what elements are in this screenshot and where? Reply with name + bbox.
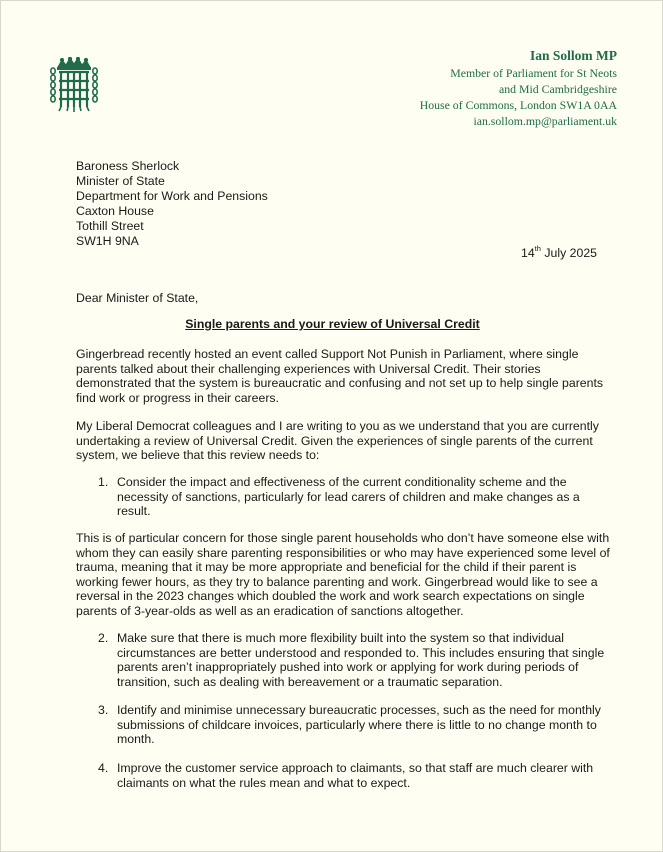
salutation: Dear Minister of State, (76, 291, 199, 305)
mp-address: House of Commons, London SW1A 0AA (419, 98, 617, 112)
list-item (98, 703, 613, 747)
recipient-line: Tothill Street (76, 219, 144, 233)
list-item-text: Improve the customer service approach to claimants, so that staff are much clearer with claimants on what the rules mean and what to expect. (117, 761, 594, 790)
date-suffix: th (534, 244, 541, 253)
mp-letterhead (420, 47, 617, 129)
recipient-line: Baroness Sherlock (76, 159, 180, 173)
portcullis-icon (49, 57, 99, 113)
mp-name: Ian Sollom MP (529, 48, 617, 63)
recipient-line: Caxton House (76, 204, 154, 218)
recipient-line: Minister of State (76, 174, 165, 188)
list-item (98, 761, 613, 790)
recipient-line: Department for Work and Pensions (76, 189, 268, 203)
list-item-number: 2. (98, 631, 109, 645)
list-item (98, 631, 613, 689)
list-item-text: Identify and minimise unnecessary bureaucratic processes, such as the need for monthly submissions of childcare invoices, particularly where there is little to no change month to month. (117, 703, 601, 746)
mp-role-line2: and Mid Cambridgeshire (499, 82, 617, 96)
letter-date (521, 245, 597, 260)
list-item-number: 4. (98, 761, 109, 775)
date-day: 14 (520, 246, 535, 261)
paragraph-concern: This is of particular concern for those single parent households who don’t have someone else with whom they can easily share parenting responsibilities or who may have experienced some level of trauma, meaning that it may be more appropriate and beneficial for the child if their parent is working fewer hours, as they try to balance parenting and work. Gingerbread would like to see a reversal in the 2023 changes which doubled the work and work search expectations on single parents of 3-year-olds as well as an eradication of sanctions altogether. (76, 531, 610, 618)
date-month-year: July 2025 (540, 246, 597, 261)
list-item (98, 475, 613, 519)
list-item-text: Make sure that there is much more flexibility built into the system so that individual circumstances are better understood and responded to. This includes ensuring that single parents aren’t inappropriately pushed into work or applying for work during periods of transition, such as dealing with bereavement or a traumatic separation. (117, 631, 605, 689)
list-item-text: Consider the impact and effectiveness of the current conditionality scheme and the necessity of sanctions, particularly for lead carers of children and make changes as a result. (117, 475, 580, 518)
mp-email[interactable]: ian.sollom.mp@parliament.uk (473, 114, 617, 128)
paragraph-intro: Gingerbread recently hosted an event called Support Not Punish in Parliament, where single parents talked about their challenging experiences with Universal Credit. Their stories demonstrated that the system is bureaucratic and confusing and not set up to help single parents find work or progress in their careers. (76, 347, 604, 405)
list-item-number: 1. (98, 475, 109, 489)
recipient-address (76, 159, 268, 249)
recipient-line: SW1H 9NA (76, 234, 139, 248)
paragraph-review: My Liberal Democrat colleagues and I are writing to you as we understand that you are currently undertaking a review of Universal Credit. Given the experiences of single parents of the current system, we believe that this review needs to: (76, 419, 599, 462)
list-item-number: 3. (98, 703, 109, 717)
mp-role-line1: Member of Parliament for St Neots (450, 66, 617, 80)
subject-heading: Single parents and your review of Universal Credit (185, 317, 480, 331)
